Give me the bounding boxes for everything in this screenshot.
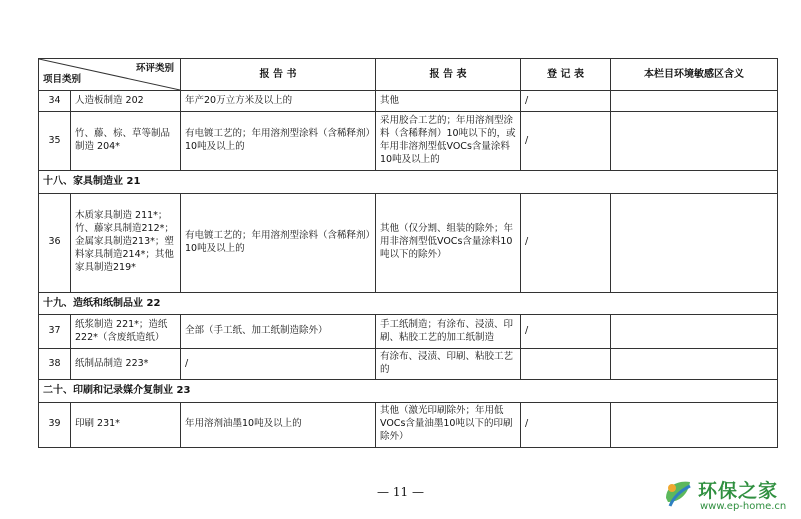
register-cell [521,349,611,380]
section-row [39,171,778,194]
header-report-book: 报 告 书 [181,59,376,91]
table-row [39,112,778,171]
report-book-cell: 年产20万立方米及以上的 [181,91,376,112]
report-table-cell: 其他 [376,91,521,112]
report-book-cell: / [181,349,376,380]
register-cell: / [521,402,611,447]
header-category-label: 环评类别 [135,63,174,74]
classification-table [38,58,778,448]
table-row [39,91,778,112]
register-cell: / [521,112,611,171]
report-table-cell: 有涂布、浸渍、印刷、粘胶工艺的 [376,349,521,380]
diagonal-header-cell [39,59,181,91]
watermark-logo [660,474,800,518]
table-header-row [39,59,778,91]
report-book-cell: 有电镀工艺的；年用溶剂型涂料（含稀释剂）10吨及以上的 [181,193,376,292]
report-table-cell: 其他（激光印刷除外；年用低VOCs含量油墨10吨以下的印刷除外） [376,402,521,447]
section-title: 十八、家具制造业 21 [39,171,778,194]
sensitive-cell [611,193,778,292]
page-number: — 11 — [377,485,424,499]
table-row [39,402,778,447]
project-name: 木质家具制造 211*；竹、藤家具制造212*；金属家具制造213*；塑料家具制造214*；其他家具制造219* [71,193,181,292]
project-name: 人造板制造 202 [71,91,181,112]
report-book-cell: 全部（手工纸、加工纸制造除外） [181,315,376,349]
sensitive-cell [611,315,778,349]
sensitive-cell [611,112,778,171]
report-table-cell: 其他（仅分割、组装的除外；年用非溶剂型低VOCs含量涂料10吨以下的除外） [376,193,521,292]
row-number: 37 [39,315,71,349]
watermark-url: www.ep-home.cn [700,501,787,512]
section-title: 十九、造纸和纸制品业 22 [39,292,778,315]
section-row [39,380,778,403]
header-report-table: 报 告 表 [376,59,521,91]
leaf-logo-icon [660,476,696,512]
row-number: 34 [39,91,71,112]
register-cell: / [521,193,611,292]
sensitive-cell [611,402,778,447]
register-cell: / [521,91,611,112]
report-table-cell: 采用胶合工艺的；年用溶剂型涂料（含稀释剂）10吨以下的，或年用非溶剂型低VOCs含量涂料10吨及以上的 [376,112,521,171]
report-book-cell: 年用溶剂油墨10吨及以上的 [181,402,376,447]
register-cell: / [521,315,611,349]
sensitive-cell [611,91,778,112]
header-project-label: 项目类别 [43,74,82,86]
table-row [39,193,778,292]
header-sensitive: 本栏目环境敏感区含义 [611,59,778,91]
project-name: 竹、藤、棕、草等制品制造 204* [71,112,181,171]
watermark-brand: 环保之家 [698,480,779,502]
header-register: 登 记 表 [521,59,611,91]
project-name: 纸制品制造 223* [71,349,181,380]
sensitive-cell [611,349,778,380]
table-row [39,315,778,349]
row-number: 36 [39,193,71,292]
table-row [39,349,778,380]
report-book-cell: 有电镀工艺的；年用溶剂型涂料（含稀释剂）10吨及以上的 [181,112,376,171]
section-row [39,292,778,315]
section-title: 二十、印刷和记录媒介复制业 23 [39,380,778,403]
row-number: 39 [39,402,71,447]
project-name: 印刷 231* [71,402,181,447]
row-number: 35 [39,112,71,171]
project-name: 纸浆制造 221*；造纸222*（含废纸造纸） [71,315,181,349]
report-table-cell: 手工纸制造；有涂布、浸渍、印刷、粘胶工艺的加工纸制造 [376,315,521,349]
row-number: 38 [39,349,71,380]
